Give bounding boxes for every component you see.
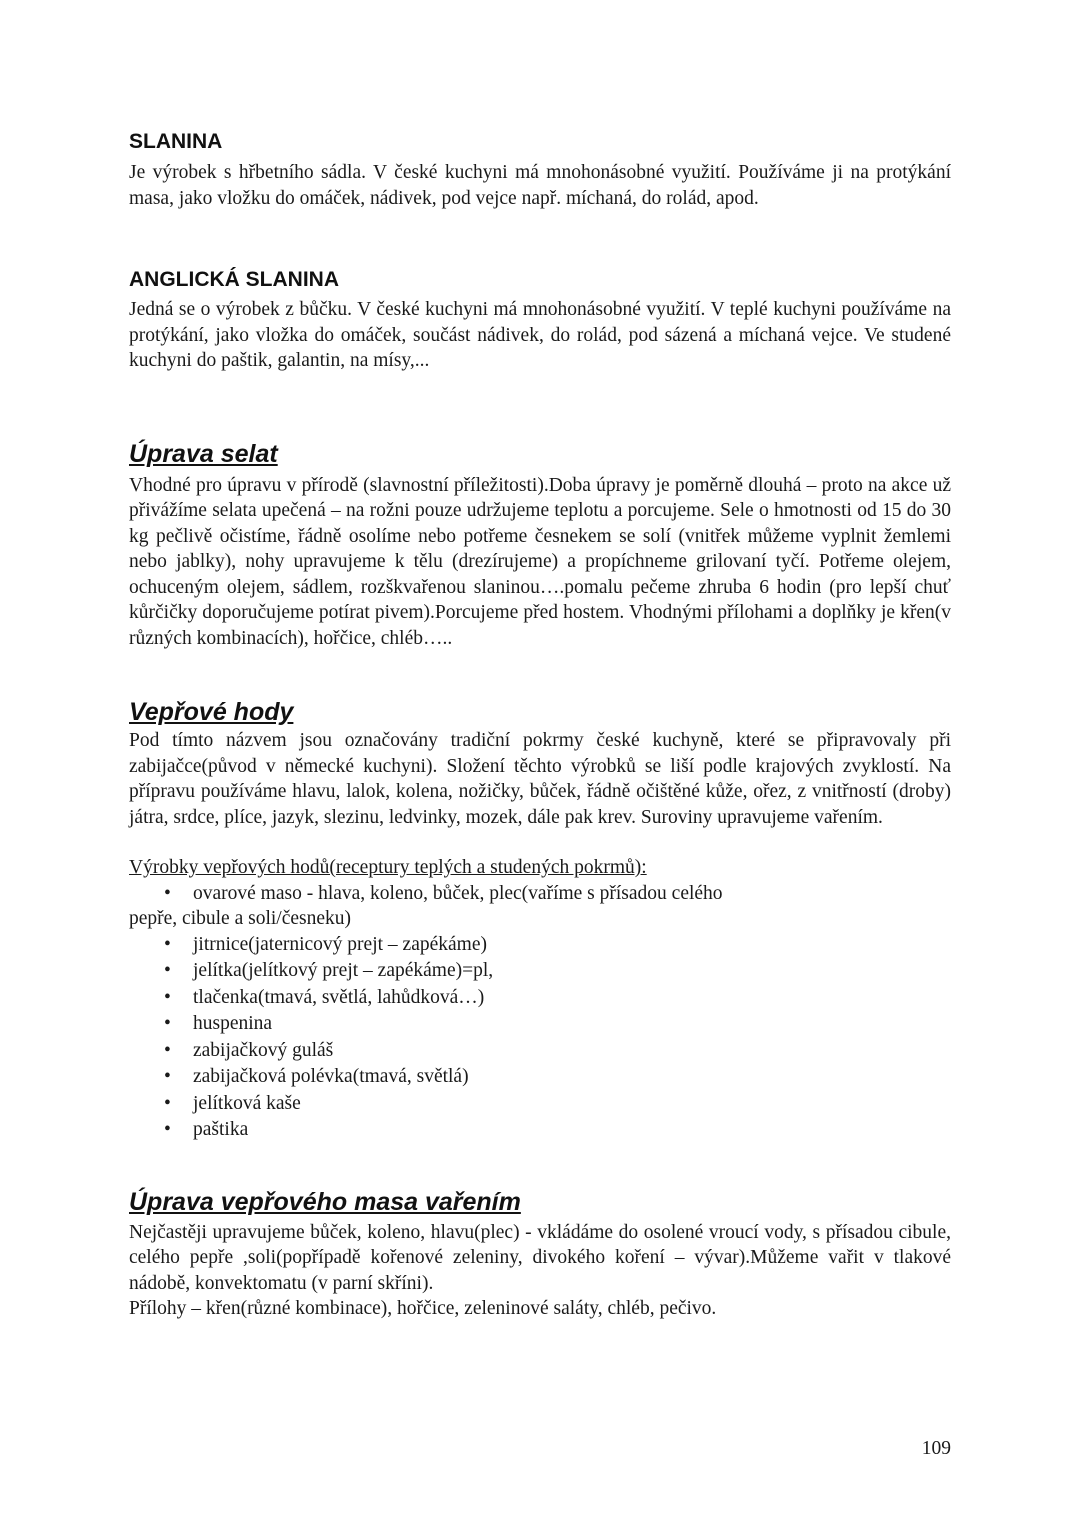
paragraph-uprava-varenim: Nejčastěji upravujeme bůček, koleno, hlavu(plec) - vkládáme do osolené vroucí vody, s přísadou cibule, celého pepře ,soli(popřípadě kořenové zeleniny, divokého koření – vývar).Můžeme vařit v tlakové nádobě, konvektomatu (v parní skříni). [129,1221,951,1294]
paragraph-slanina: Je výrobek s hřbetního sádla. V české kuchyni má mnohonásobné využití. Používáme ji na protýkání masa, jako vložku do omáček, nádivek, pod vejce např. míchaná, do rolád, apod. [129,162,951,209]
list-item: • huspenina [129,1011,951,1038]
bullet-icon: • [164,882,171,904]
document-page [129,128,951,1322]
list-item-continuation: pepře, cibule a soli/česneku) [129,908,351,929]
paragraph-veprove-hody: Pod tímto názvem jsou označovány tradiční pokrmy české kuchyně, které se připravovaly při zabijačce(původ v německé kuchyni). Složení těchto výrobků se liší podle krajových zvyklostí. Na přípravu používáme hlavu, lalok, kolena, nožičky, bůček, řádně očištěné kůže, ořez, z vnitřností (droby) játra, srdce, plíce, jazyk, slezinu, ledvinky, mozek, dále pak krev. Suroviny upravujeme vařením. [129,730,951,828]
list-item: • jitrnice(jaternicový prejt – zapékáme) [129,932,951,959]
bullet-icon: • [164,986,171,1008]
section-title-uprava-varenim: Úprava vepřového masa vařením [129,1187,521,1216]
section-title-veprove-hody: Vepřové hody [129,698,294,726]
list-item: • zabijačkový guláš [129,1038,951,1065]
paragraph-uprava-selat: Vhodné pro úpravu v přírodě (slavnostní příležitosti).Doba úpravy je poměrně dlouhá – proto na akce už přivážíme selata upečená – na rožni pouze udržujeme teplotu a porcujeme. Sele o hmotnosti od 15 do 30 kg pečlivě očistíme, řádně osolíme nebo potřeme česnekem se solí (vnitřek můžeme vyplnit žemlemi nebo jablky), nohy upravujeme k tělu (drezírujeme) a propíchneme grilovaní tyčí. Potřeme olejem, ochuceným olejem, sádlem, rozškvařenou slaninou….pomalu pečeme zhruba 6 hodin (pro lepší chuť kůrčičky doporučujeme potírat pivem).Porcujeme před hostem. Vhodnými přílohami a doplňky je křen(v různých kombinacích), hořčice, chléb….. [129,474,951,649]
bullet-icon: • [164,1092,171,1114]
list-heading-vyrobky: Výrobky vepřových hodů(receptury teplých a studených pokrmů): [129,857,647,878]
section-title-uprava-selat: Úprava selat [129,439,278,468]
bullet-icon: • [164,933,171,955]
list-item: • paštika [129,1117,951,1144]
list-item: • tlačenka(tmavá, světlá, lahůdková…) [129,985,951,1012]
paragraph-prilohy: Přílohy – křen(různé kombinace), hořčice, zeleninové saláty, chléb, pečivo. [129,1298,717,1319]
bullet-icon: • [164,1119,171,1140]
section-title-anglicka-slanina: ANGLICKÁ SLANINA [129,268,339,291]
list-item: • ovarové maso - hlava, koleno, bůček, plec(vaříme s přísadou celého [129,881,951,907]
paragraph-anglicka-slanina: Jedná se o výrobek z bůčku. V české kuchyni má mnohonásobné využití. V teplé kuchyni používáme na protýkání, jako vložka do omáček, součást nádivek, do rolád, pod sázená a míchaná vejce. Ve studené kuchyni do paštik, galantin, na mísy,... [129,299,951,371]
section-title-slanina: SLANINA [129,130,223,153]
bullet-icon: • [164,960,171,981]
product-list-rest [129,932,951,1144]
product-list [129,881,951,907]
bullet-icon: • [164,1013,171,1034]
list-item: • jelítka(jelítkový prejt – zapékáme)=pl, [129,958,951,985]
bullet-icon: • [164,1066,171,1087]
page-number: 109 [921,1438,951,1459]
bullet-icon: • [164,1039,171,1061]
list-item: • jelítková kaše [129,1091,951,1118]
list-item: • zabijačková polévka(tmavá, světlá) [129,1064,951,1091]
